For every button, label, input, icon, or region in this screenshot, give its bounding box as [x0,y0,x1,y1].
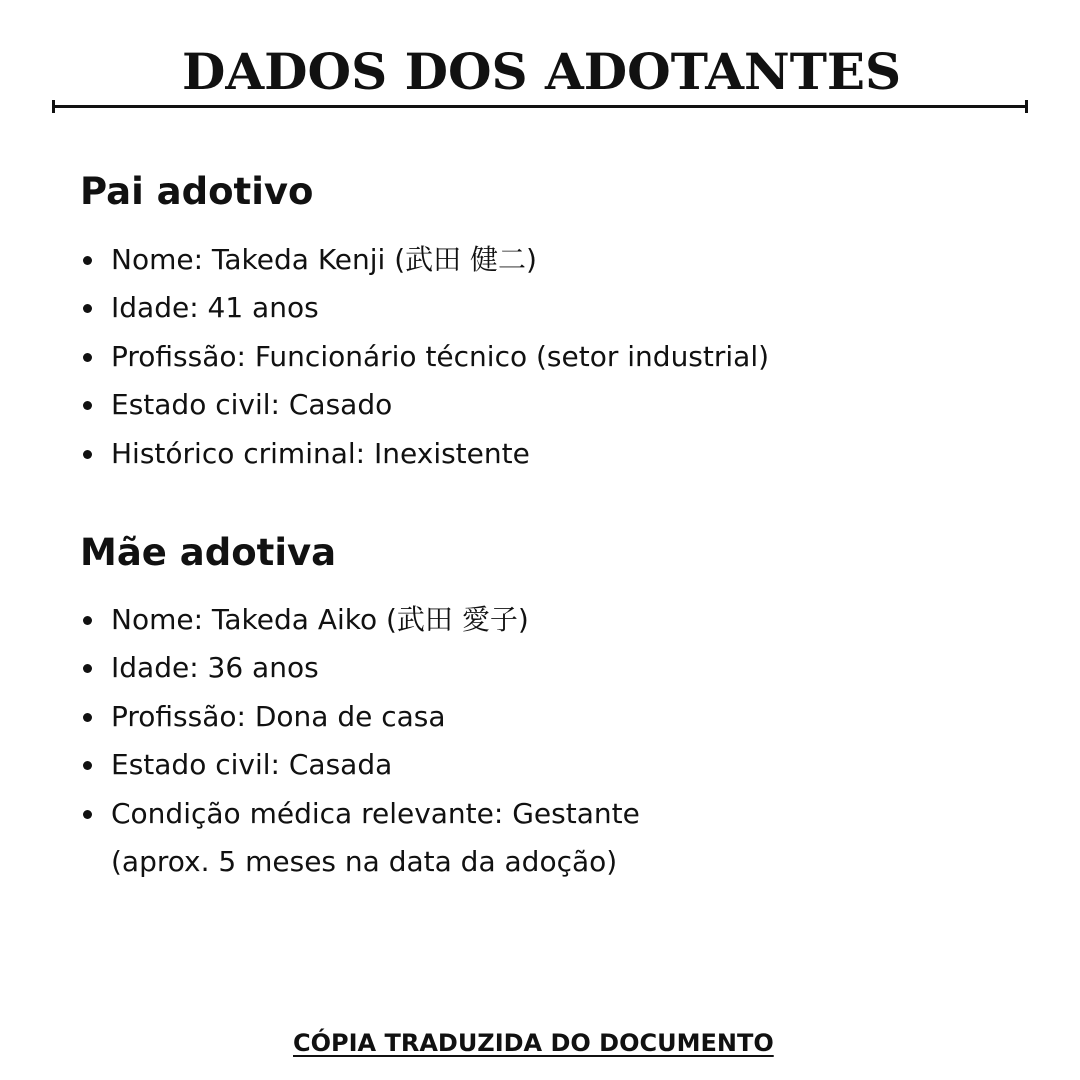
father-marital-status-item: Estado civil: Casado [80,381,1040,429]
father-criminal-record-item: Histórico criminal: Inexistente [80,430,1040,478]
mother-age-item: Idade: 36 anos [80,644,1040,692]
mother-name-item: Nome: Takeda Aiko (武田 愛子) [80,596,1040,644]
mother-medical-condition-item [80,790,1040,887]
title-divider [52,105,1028,108]
adoptive-mother-heading: Mãe adotiva [80,531,337,574]
mother-medical-condition-label: Condição médica relevante: Gestante [111,796,640,830]
translated-copy-note: CÓPIA TRADUZIDA DO DOCUMENTO [293,1029,774,1057]
father-name-item: Nome: Takeda Kenji (武田 健二) [80,236,1040,284]
page-title: DADOS DOS ADOTANTES [182,42,902,101]
adoptive-father-details [80,236,1040,478]
mother-marital-status-item: Estado civil: Casada [80,741,1040,789]
adoptive-father-heading: Pai adotivo [80,170,314,213]
mother-profession-item: Profissão: Dona de casa [80,693,1040,741]
father-profession-item: Profissão: Funcionário técnico (setor industrial) [80,333,1040,381]
mother-pregnancy-duration: (aprox. 5 meses na data da adoção) [111,845,618,879]
father-age-item: Idade: 41 anos [80,284,1040,332]
adoptive-mother-details [80,596,1040,886]
